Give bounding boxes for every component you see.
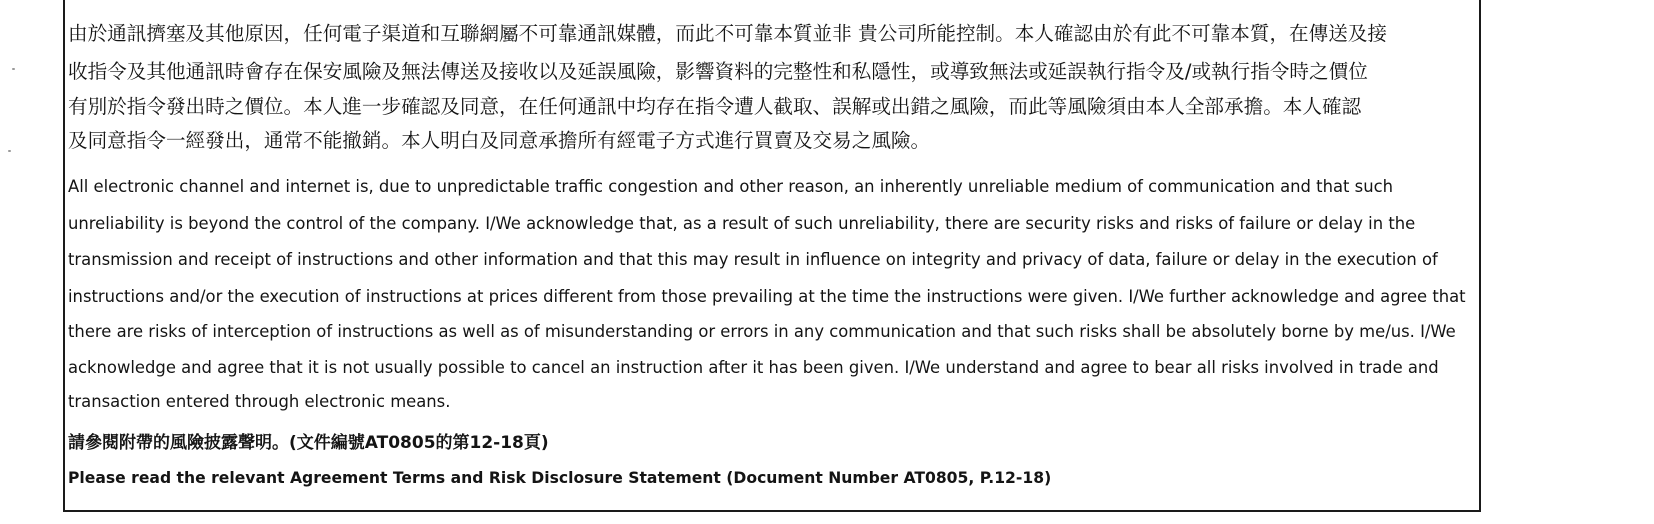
english-disclaimer-line: All electronic channel and internet is, due to unpredictable traffic congestion and other reason, an inherently unreliable medium of communication and that such <box>68 177 1393 196</box>
chinese-disclaimer-line: 及同意指令一經發出，通常不能撤銷。本人明白及同意承擔所有經電子方式進行買賣及交易之風險。 <box>68 129 931 152</box>
risk-disclosure-note-english: Please read the relevant Agreement Terms and Risk Disclosure Statement (Document Number AT0805, P.12-18) <box>68 469 1052 487</box>
risk-disclosure-note-chinese: 請參閱附帶的風險披露聲明。(文件編號AT0805的第12-18頁) <box>68 433 549 453</box>
chinese-disclaimer-line: 有別於指令發出時之價位。本人進一步確認及同意，在任何通訊中均存在指令遭人截取、誤解或出錯之風險，而此等風險須由本人全部承擔。本人確認 <box>68 95 1362 118</box>
english-disclaimer-line: instructions and/or the execution of instructions at prices different from those prevailing at the time the instructions were given. I/We further acknowledge and agree that <box>68 287 1466 306</box>
scan-speck <box>8 150 11 152</box>
english-disclaimer-line: transaction entered through electronic means. <box>68 392 451 411</box>
english-disclaimer-line: transmission and receipt of instructions and other information and that this may result in influence on integrity and privacy of data, failure or delay in the execution of <box>68 250 1438 269</box>
scan-speck <box>12 68 15 70</box>
chinese-disclaimer-line: 收指令及其他通訊時會存在保安風險及無法傳送及接收以及延誤風險，影響資料的完整性和私隱性，或導致無法或延誤執行指令及/或執行指令時之價位 <box>68 60 1368 83</box>
english-disclaimer-line: there are risks of interception of instructions as well as of misunderstanding or errors in any communication and that such risks shall be absolutely borne by me/us. I/We <box>68 322 1456 341</box>
english-disclaimer-line: unreliability is beyond the control of the company. I/We acknowledge that, as a result of such unreliability, there are security risks and risks of failure or delay in the <box>68 214 1416 233</box>
english-disclaimer-line: acknowledge and agree that it is not usually possible to cancel an instruction after it has been given. I/We understand and agree to bear all risks involved in trade and <box>68 358 1439 377</box>
chinese-disclaimer-line: 由於通訊擠塞及其他原因，任何電子渠道和互聯網屬不可靠通訊媒體，而此不可靠本質並非 貴公司所能控制。本人確認由於有此不可靠本質，在傳送及接 <box>68 22 1388 45</box>
